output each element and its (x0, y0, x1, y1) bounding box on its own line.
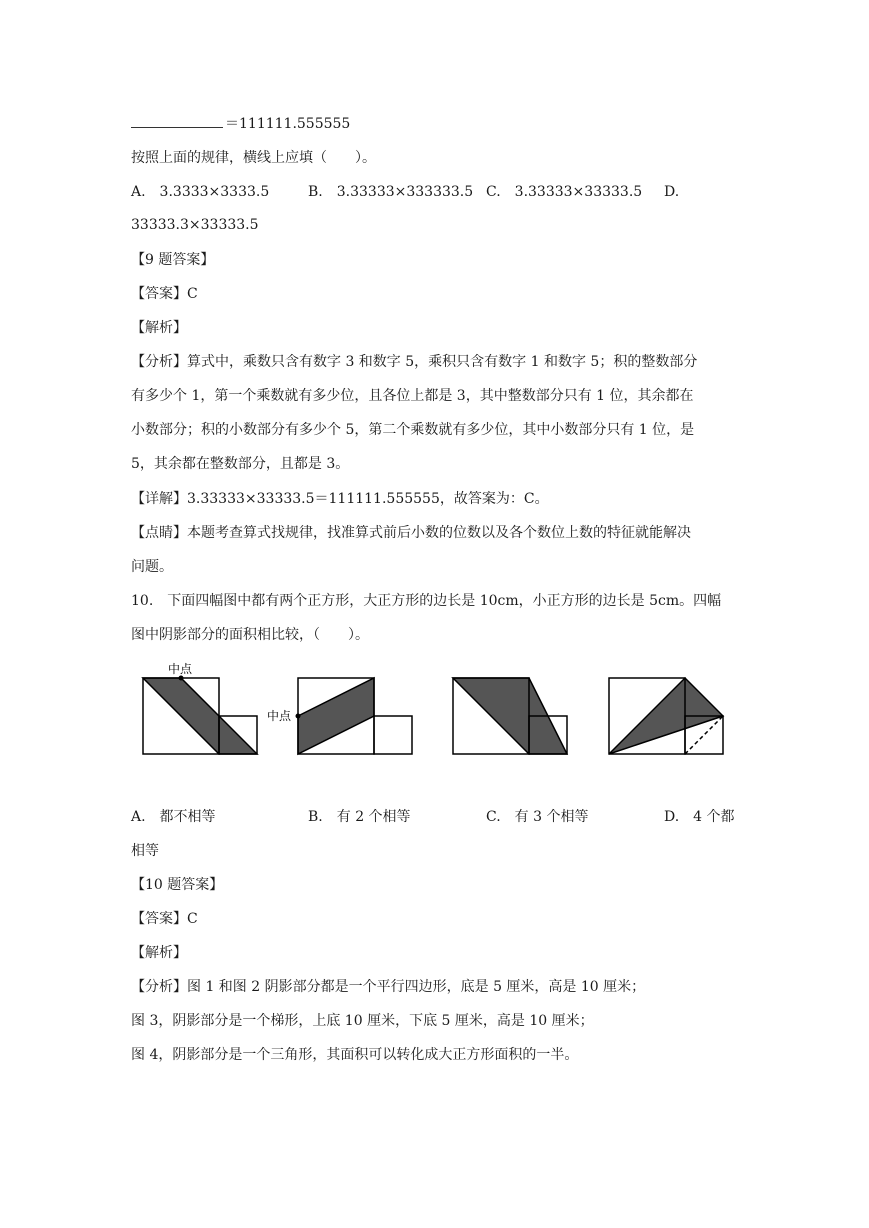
q10-analysis-line: 图 3，阴影部分是一个梯形，上底 10 厘米，下底 5 厘米，高是 10 厘米； (131, 1013, 594, 1029)
figure-1-midpoint-label: 中点 (168, 662, 193, 676)
figure-4 (609, 678, 723, 754)
q9-option-a: A. 3.3333×3333.5 (131, 184, 270, 200)
q10-stem-line: 10. 下面四幅图中都有两个正方形，大正方形的边长是 10cm，小正方形的边长是 5cm。四幅 (131, 593, 722, 609)
q10-answer: 【答案】C (131, 911, 198, 927)
q9-analysis-header: 【解析】 (131, 320, 187, 336)
q9-analysis-line: 5，其余都在整数部分，且都是 3。 (131, 456, 350, 472)
figure-2-small-square (374, 716, 412, 754)
q10-analysis-line: 【分析】图 1 和图 2 阴影部分都是一个平行四边形，底是 5 厘米，高是 10 厘米； (131, 979, 646, 995)
q9-analysis-line: 小数部分；积的小数部分有多少个 5，第二个乘数就有多少位，其中小数部分只有 1 位，是 (131, 422, 695, 438)
q9-analysis-line: 【分析】算式中，乘数只含有数字 3 和数字 5，乘积只含有数字 1 和数字 5；积的整数部分 (131, 354, 698, 370)
figure-2-midpoint-dot (296, 714, 301, 719)
q10-stem-line: 图中阴影部分的面积相比较，（ ）。 (131, 627, 369, 643)
q10-option-c: C. 有 3 个相等 (486, 809, 589, 825)
equation-tail: ＝111111.555555 (225, 116, 351, 132)
q10-answer-header: 【10 题答案】 (131, 877, 224, 893)
q9-option-b: B. 3.33333×333333.5 (308, 184, 474, 200)
figure-2 (267, 678, 412, 754)
q10-option-d-cont: 相等 (131, 843, 159, 859)
figure-2-midpoint-label: 中点 (267, 709, 292, 723)
q10-analysis-header: 【解析】 (131, 945, 187, 961)
q9-option-d: D. (664, 184, 680, 200)
figure-1-midpoint-dot (179, 676, 184, 681)
q10-analysis-line: 图 4，阴影部分是一个三角形，其面积可以转化成大正方形面积的一半。 (131, 1047, 579, 1063)
q9-detail: 【详解】3.33333×33333.5＝111111.555555，故答案为：C。 (131, 491, 549, 507)
figure-2-shaded (298, 678, 374, 754)
q9-answer-header: 【9 题答案】 (131, 252, 215, 268)
figure-1 (143, 661, 257, 754)
instruction-text: 按照上面的规律，横线上应填（ ）。 (131, 150, 376, 166)
q9-comment-line: 【点睛】本题考查算式找规律，找准算式前后小数的位数以及各个数位上数的特征就能解决 (131, 525, 691, 541)
q9-answer: 【答案】C (131, 286, 198, 302)
q10-option-d: D. 4 个都 (664, 809, 735, 825)
q9-analysis-line: 有多少个 1，第一个乘数就有多少位，且各位上都是 3，其中整数部分只有 1 位，其余都在 (131, 388, 694, 404)
q10-option-b: B. 有 2 个相等 (308, 809, 411, 825)
q10-option-a: A. 都不相等 (131, 809, 216, 825)
q9-option-c: C. 3.33333×33333.5 (486, 184, 643, 200)
q9-option-d-cont: 33333.3×33333.5 (131, 217, 259, 233)
figure-3 (453, 678, 567, 754)
q9-comment-line: 问题。 (131, 559, 173, 575)
